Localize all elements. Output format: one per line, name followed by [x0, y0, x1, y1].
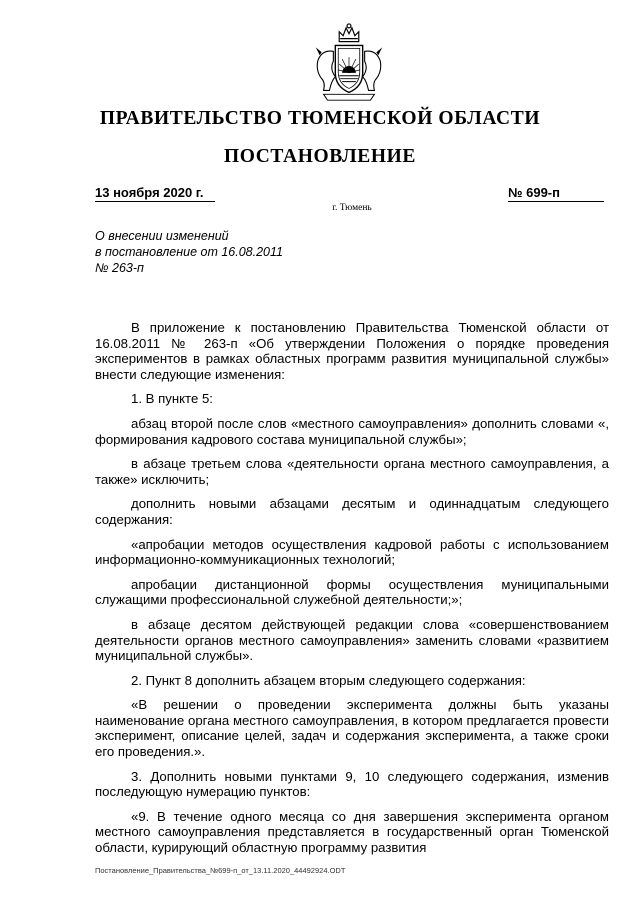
footer-filename: Постановление_Правительства_№699-п_от_13.11.2020_44492924.ODT: [95, 866, 346, 875]
document-body: [95, 320, 609, 865]
subject-line: в постановление от 16.08.2011: [95, 245, 283, 259]
body-paragraph: дополнить новыми абзацами десятым и одиннадцатым следующего содержания:: [95, 496, 609, 527]
body-paragraph: в абзаце третьем слова «деятельности органа местного самоуправления, а также» исключить;: [95, 456, 609, 487]
body-paragraph: «апробации методов осуществления кадровой работы с использованием информационно-коммуникационных технологий;: [95, 536, 609, 568]
body-paragraph: апробации дистанционной формы осуществления муниципальными служащими профессиональной служебной деятельности;»;: [95, 576, 609, 608]
coat-of-arms-icon: [300, 22, 398, 108]
document-city: г. Тюмень: [332, 203, 372, 213]
subject-line: О внесении изменений: [95, 229, 229, 243]
document-number: № 699-п: [508, 185, 604, 202]
document-date: 13 ноября 2020 г.: [95, 185, 215, 202]
body-paragraph: абзац второй после слов «местного самоуправления» дополнить словами «, формирования кадрового состава муниципальной службы»;: [95, 415, 609, 447]
body-paragraph: «В решении о проведении эксперимента должны быть указаны наименование органа местного самоуправления, в котором предлагается провести эксперимент, описание целей, задач и содержания эксперимента, а также сроки его проведения.».: [95, 697, 609, 760]
body-paragraph: «9. В течение одного месяца со дня завершения эксперимента органом местного самоуправления представляется в государственный орган Тюменской области, курирующий областную программу развития: [95, 808, 609, 856]
body-paragraph: 1. В пункте 5:: [131, 391, 213, 407]
body-paragraph: 2. Пункт 8 дополнить абзацем вторым следующего содержания:: [131, 672, 526, 688]
subject-line: № 263-п: [95, 261, 144, 275]
body-paragraph: в абзаце десятом действующей редакции слова «совершенствованием деятельности органов местного самоуправления» заменить словами «развитием муниципальной службы».: [95, 616, 609, 664]
body-paragraph: В приложение к постановлению Правительства Тюменской области от 16.08.2011 № 263-п «Об утверждении Положения о порядке проведения экспериментов в рамках областных программ развития муниципальной службы» внести следующие изменения:: [95, 320, 609, 382]
government-title: ПРАВИТЕЛЬСТВО ТЮМЕНСКОЙ ОБЛАСТИ: [99, 108, 541, 129]
document-subject: [95, 228, 355, 276]
document-kind: ПОСТАНОВЛЕНИЕ: [223, 146, 417, 167]
body-paragraph: 3. Дополнить новыми пунктами 9, 10 следующего содержания, изменив последующую нумерацию пунктов:: [95, 768, 609, 800]
